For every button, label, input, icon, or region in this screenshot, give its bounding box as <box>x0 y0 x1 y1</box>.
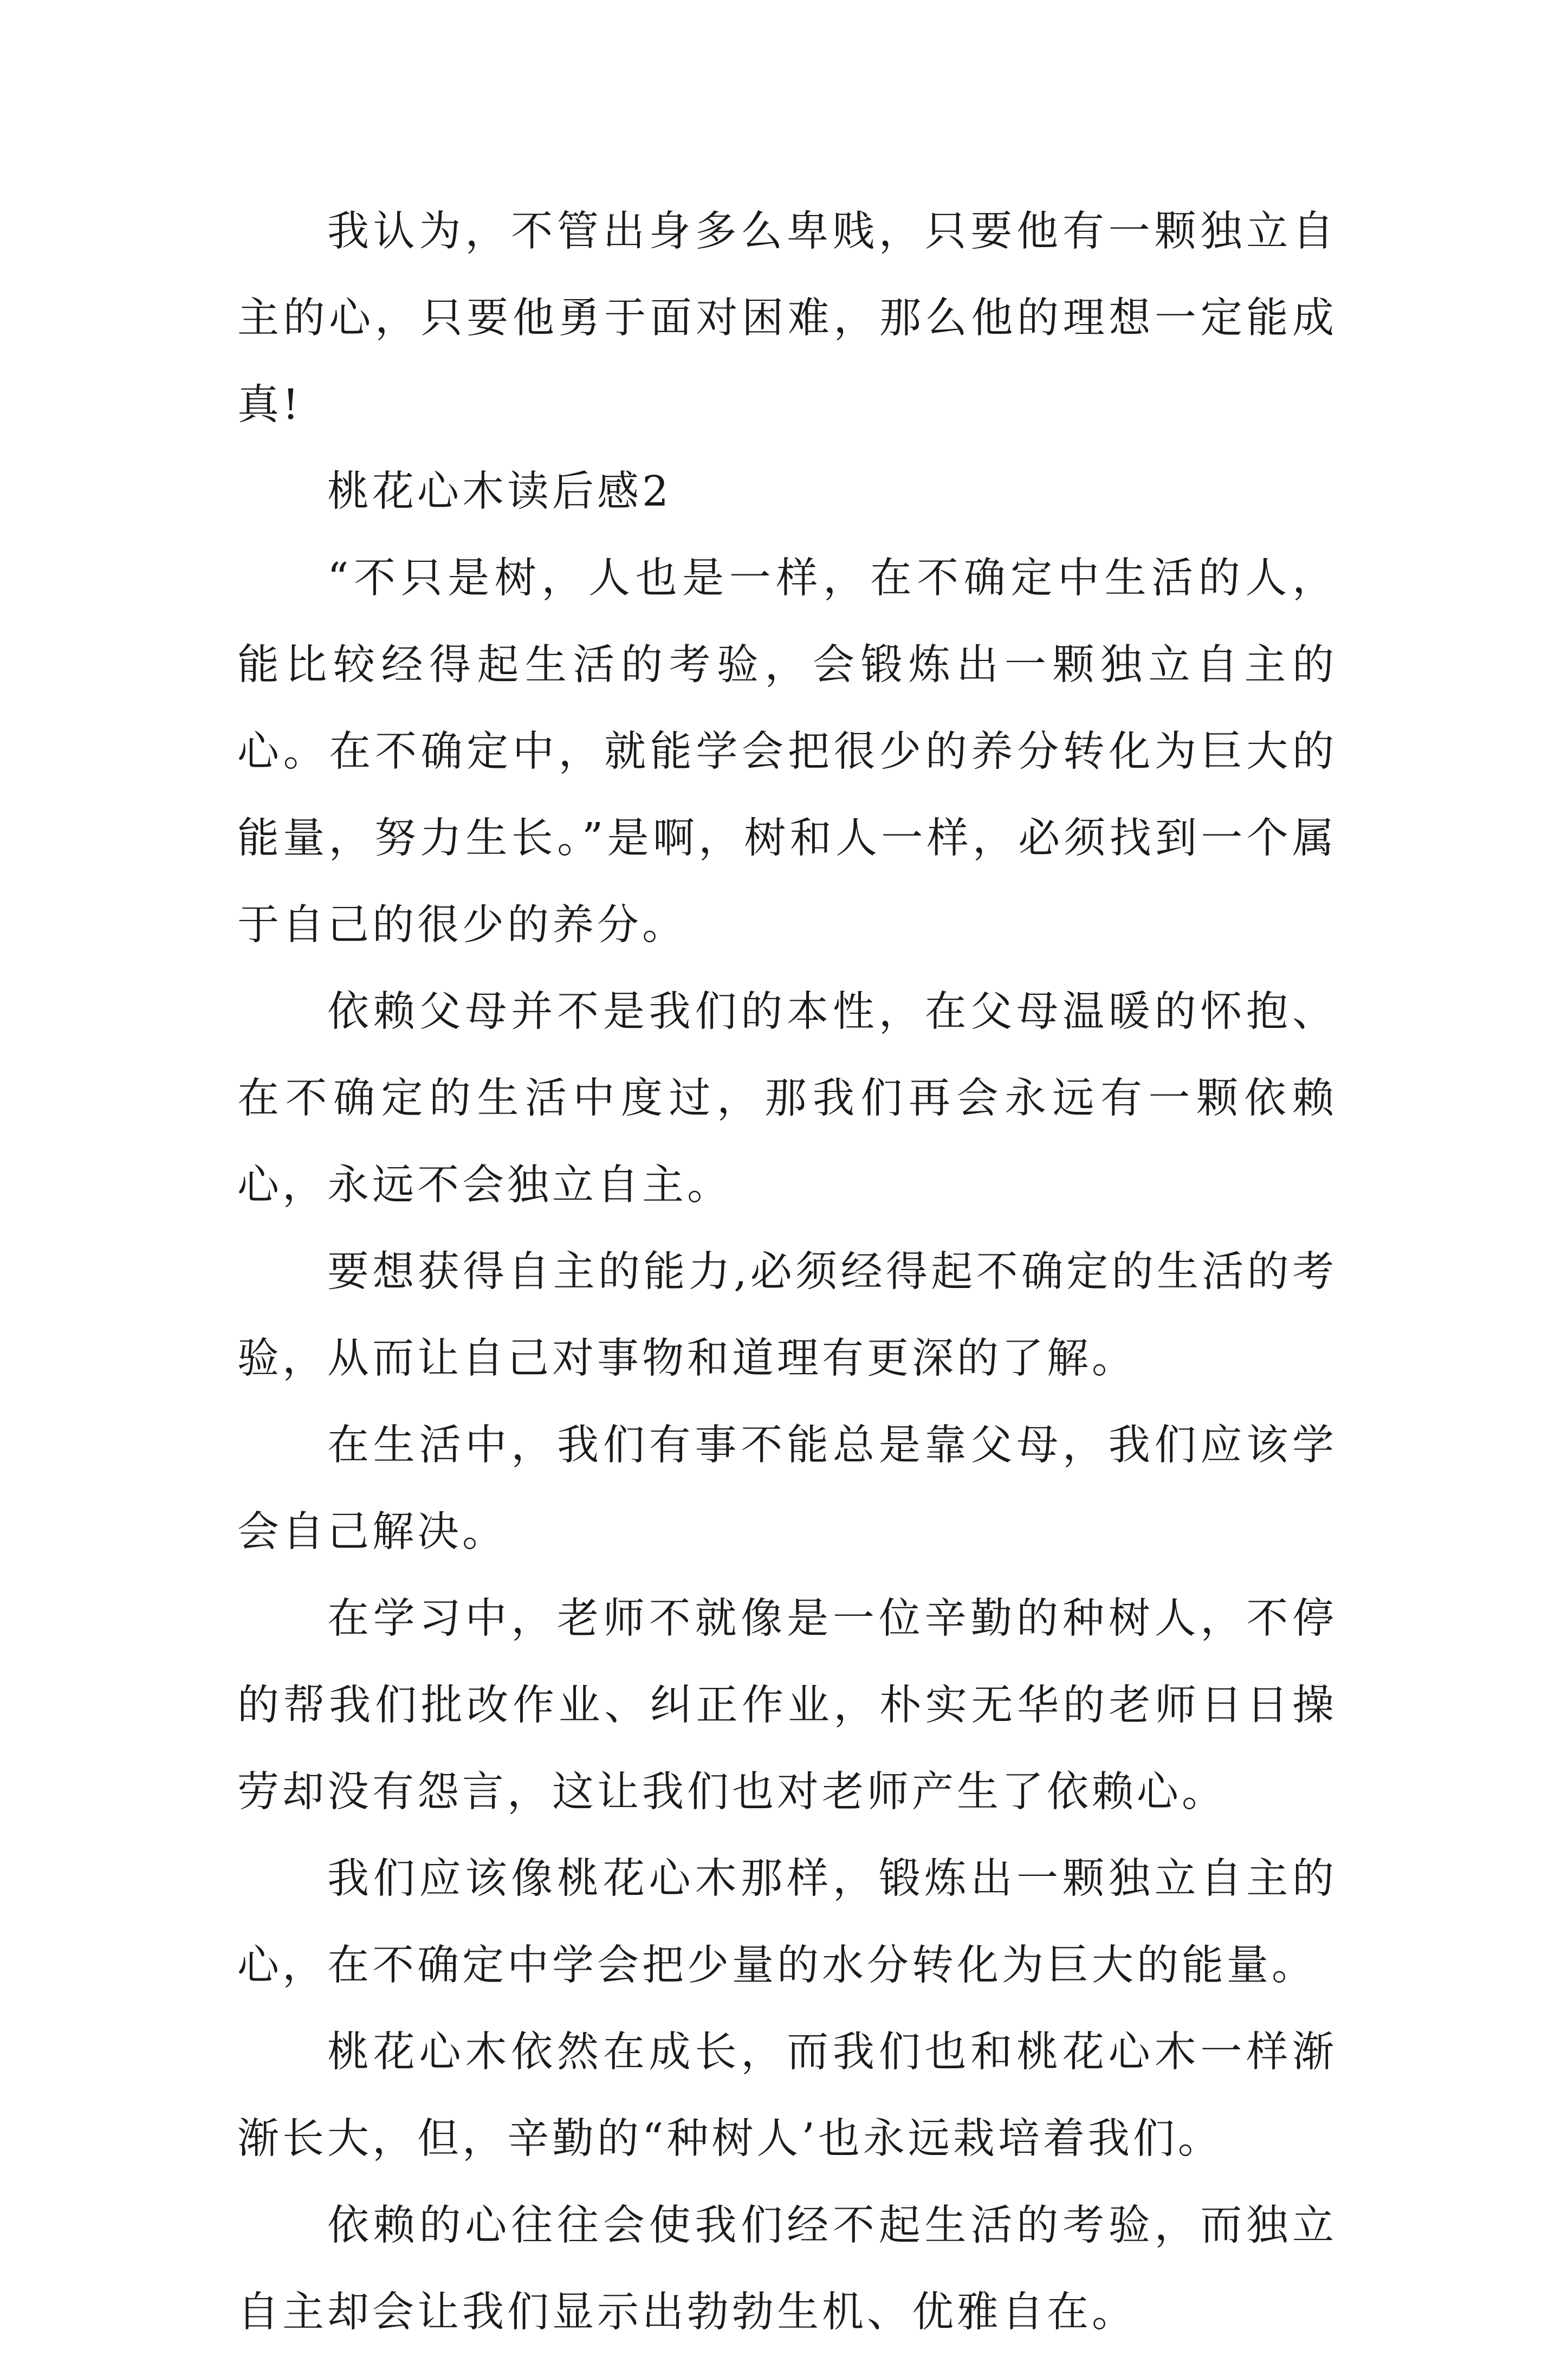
paragraph-life: 在生活中，我们有事不能总是靠父母，我们应该学会自己解决。 <box>237 1421 1337 1556</box>
paragraph-growth: 桃花心木依然在成长，而我们也和桃花心木一样渐渐长大，但，辛勤的“种树人’也永远栽培着我们。 <box>237 2028 1337 2163</box>
document-body <box>237 189 1337 2356</box>
paragraph-conclusion: 我认为，不管出身多么卑贱，只要他有一颗独立自主的心，只要他勇于面对困难，那么他的理想一定能成真! <box>237 208 1337 429</box>
paragraph-final: 依赖的心往往会使我们经不起生活的考验，而独立自主却会让我们显示出勃勃生机、优雅自在。 <box>237 2202 1337 2336</box>
paragraph-quote: “不只是树，人也是一样，在不确定中生活的人，能比较经得起生活的考验，会锻炼出一颗独立自主的心。在不确定中，就能学会把很少的养分转化为巨大的能量，努力生长。”是啊，树和人一样，必须找到一个属于自己的很少的养分。 <box>237 554 1337 949</box>
section-heading: 桃花心木读后感2 <box>327 468 672 516</box>
paragraph-study: 在学习中，老师不就像是一位辛勤的种树人，不停的帮我们批改作业、纠正作业，朴实无华的老师日日操劳却没有怨言，这让我们也对老师产生了依赖心。 <box>237 1595 1337 1816</box>
paragraph-lesson: 我们应该像桃花心木那样，锻炼出一颗独立自主的心，在不确定中学会把少量的水分转化为巨大的能量。 <box>237 1855 1337 1990</box>
paragraph-independence: 要想获得自主的能力,必须经得起不确定的生活的考验，从而让自己对事物和道理有更深的了解。 <box>237 1248 1337 1383</box>
paragraph-parents: 依赖父母并不是我们的本性，在父母温暖的怀抱、在不确定的生活中度过，那我们再会永远有一颗依赖心，永远不会独立自主。 <box>237 988 1337 1209</box>
